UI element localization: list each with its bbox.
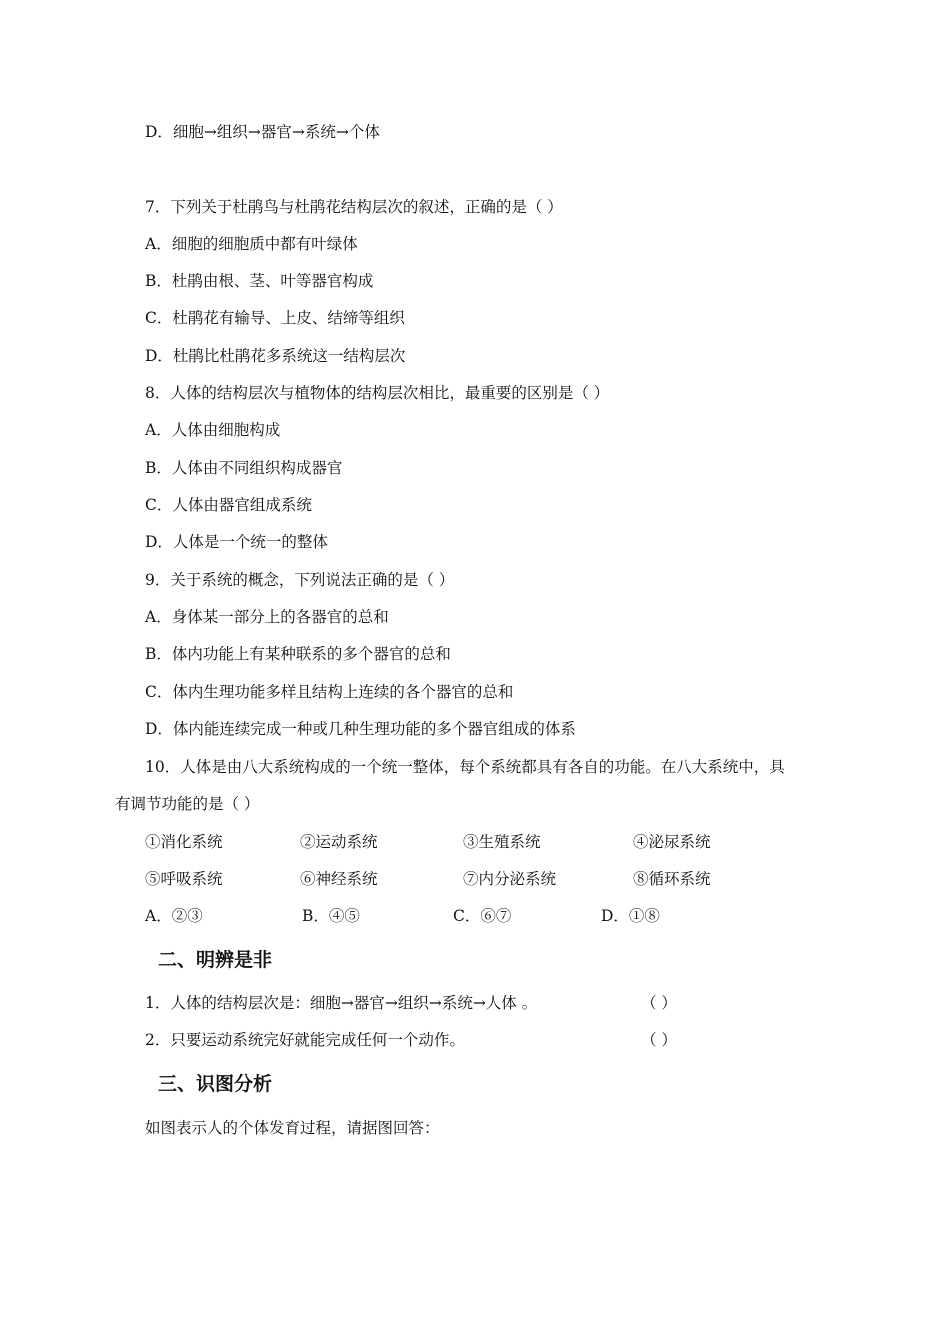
- q10-system-2: ②运动系统: [300, 833, 378, 851]
- q8-stem: 8．人体的结构层次与植物体的结构层次相比，最重要的区别是（ ）: [145, 384, 610, 402]
- q9-option-c: C．体内生理功能多样且结构上连续的各个器官的总和: [145, 683, 514, 701]
- section2-item-1: 1．人体的结构层次是：细胞→器官→组织→系统→人体 。: [145, 994, 538, 1012]
- section2-item-2: 2．只要运动系统完好就能完成任何一个动作。: [145, 1031, 465, 1049]
- section3-title: 三、识图分析: [158, 1073, 273, 1095]
- q10-stem-line1: 10．人体是由八大系统构成的一个统一整体，每个系统都具有各自的功能。在八大系统中，具: [145, 758, 785, 776]
- q10-system-6: ⑥神经系统: [300, 870, 378, 888]
- section2-item-2-answer-bracket: （ ）: [641, 1031, 677, 1049]
- q10-system-3: ③生殖系统: [463, 833, 541, 851]
- section2-item-1-answer-bracket: （ ）: [641, 994, 677, 1012]
- section3-intro: 如图表示人的个体发育过程，请据图回答：: [145, 1119, 440, 1137]
- section2-title: 二、明辨是非: [158, 949, 273, 971]
- q9-option-a: A．身体某一部分上的各器官的总和: [145, 608, 389, 626]
- q7-option-a: A．细胞的细胞质中都有叶绿体: [145, 235, 358, 253]
- q7-stem: 7．下列关于杜鹃鸟与杜鹃花结构层次的叙述，正确的是（ ）: [145, 198, 563, 216]
- q10-system-4: ④泌尿系统: [633, 833, 711, 851]
- q8-option-a: A．人体由细胞构成: [145, 421, 281, 439]
- q9-option-d: D．体内能连续完成一种或几种生理功能的多个器官组成的体系: [145, 720, 576, 738]
- q8-option-b: B．人体由不同组织构成器官: [145, 459, 343, 477]
- q7-option-b: B．杜鹃由根、茎、叶等器官构成: [145, 272, 374, 290]
- q10-answer-c: C．⑥⑦: [453, 907, 512, 925]
- q10-answer-d: D．①⑧: [601, 907, 660, 925]
- q10-stem-line2: 有调节功能的是（ ）: [115, 795, 260, 813]
- q8-option-d: D．人体是一个统一的整体: [145, 533, 328, 551]
- q10-answer-a: A．②③: [145, 907, 203, 925]
- q7-option-c: C．杜鹃花有输导、上皮、结缔等组织: [145, 309, 405, 327]
- q10-system-1: ①消化系统: [145, 833, 223, 851]
- q10-system-8: ⑧循环系统: [633, 870, 711, 888]
- q10-answer-b: B．④⑤: [302, 907, 360, 925]
- q10-system-5: ⑤呼吸系统: [145, 870, 223, 888]
- q10-system-7: ⑦内分泌系统: [463, 870, 557, 888]
- q8-option-c: C．人体由器官组成系统: [145, 496, 312, 514]
- q9-stem: 9．关于系统的概念，下列说法正确的是（ ）: [145, 571, 455, 589]
- q9-option-b: B．体内功能上有某种联系的多个器官的总和: [145, 645, 451, 663]
- q6-option-d: D．细胞→组织→器官→系统→个体: [145, 123, 380, 141]
- q7-option-d: D．杜鹃比杜鹃花多系统这一结构层次: [145, 347, 406, 365]
